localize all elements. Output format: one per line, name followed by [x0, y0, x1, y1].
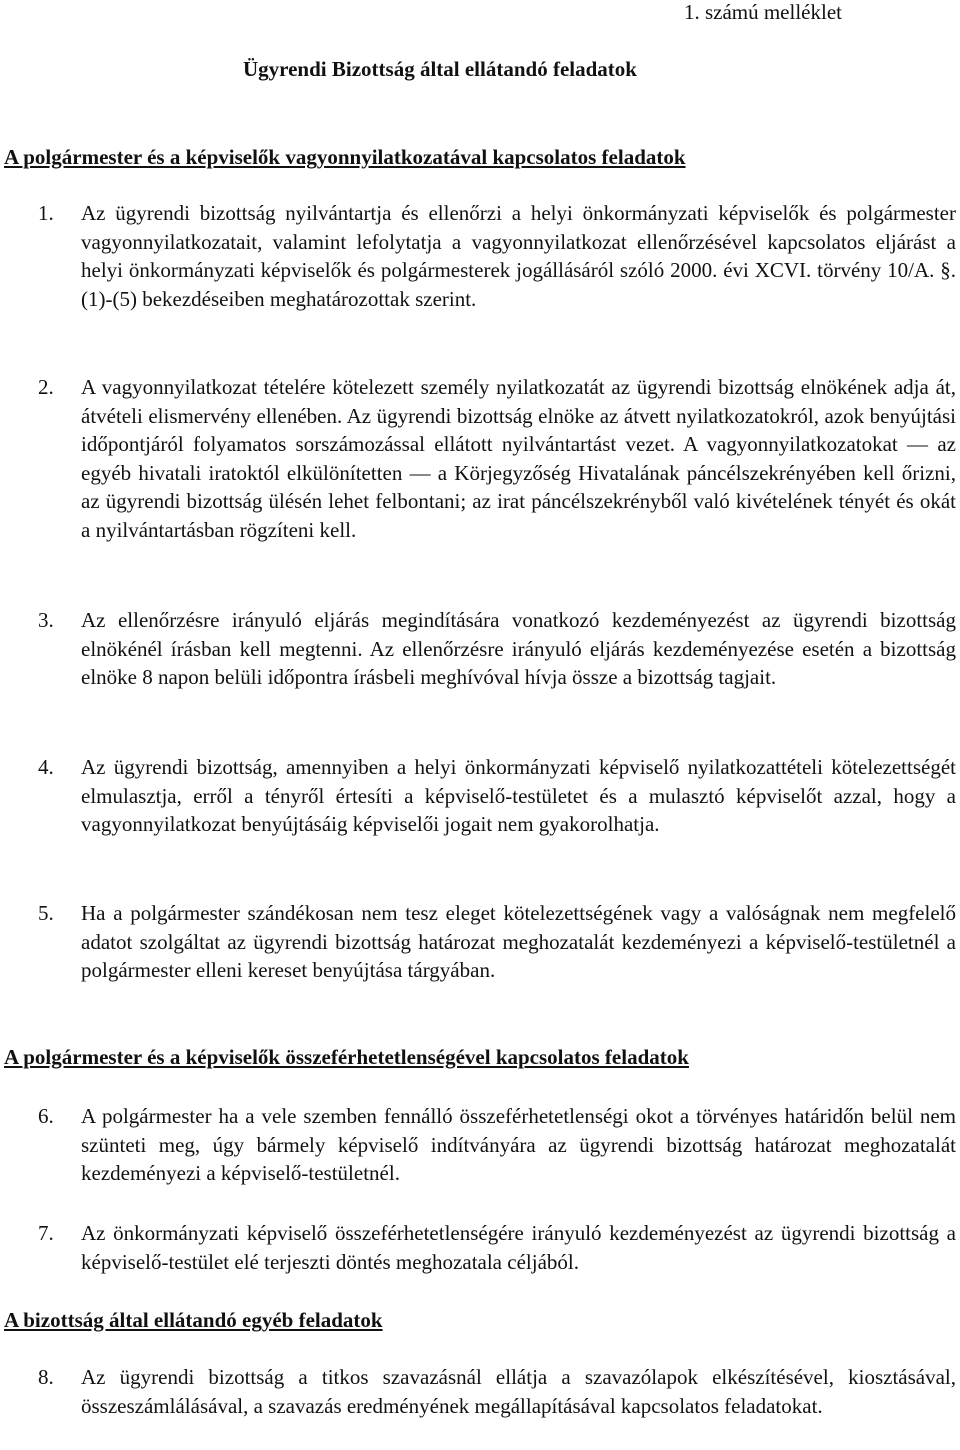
item-text: Az önkormányzati képviselő összeférhetetlenségére irányuló kezdeményezést az ügyrendi bizottság a képviselő-testület elé terjeszti döntés meghozatala céljából. — [81, 1221, 956, 1274]
item-number: 1. — [38, 201, 54, 225]
item-text: Ha a polgármester szándékosan nem tesz eleget kötelezettségének vagy a valóságnak nem megfelelő adatot szolgáltat az ügyrendi bizottság határozat meghozatalát kezdeményezi a képviselő-testületnél a polgármester elleni kereset benyújtása tárgyában. — [81, 901, 956, 982]
item-text: A polgármester ha a vele szemben fennálló összeférhetetlenségi okot a törvényes határidőn belül nem szünteti meg, úgy bármely képviselő indítványára az ügyrendi bizottság határozat meghozatalát kezdeményezi a képviselő-testületnél. — [81, 1104, 956, 1185]
annex-label: 1. számú melléklet — [683, 0, 842, 24]
item-number: 3. — [38, 608, 54, 632]
section-heading-other-tasks: A bizottság által ellátandó egyéb feladatok — [4, 1308, 383, 1332]
item-number: 5. — [38, 901, 54, 925]
section-heading-asset-declaration: A polgármester és a képviselők vagyonnyilatkozatával kapcsolatos feladatok — [4, 145, 686, 169]
document-title: Ügyrendi Bizottság által ellátandó feladatok — [243, 57, 637, 81]
item-number: 4. — [38, 755, 54, 779]
item-number: 6. — [38, 1104, 54, 1128]
item-number: 2. — [38, 375, 54, 399]
item-text: Az ügyrendi bizottság nyilvántartja és ellenőrzi a helyi önkormányzati képviselők és polgármester vagyonnyilatkozatait, valamint lefolytatja a vagyonnyilatkozat ellenőrzésével kapcsolatos eljárást a helyi önkormányzati képviselők és polgármesterek jogállásáról szóló 2000. évi XCVI. törvény 10/A. §. (1)-(5) bekezdéseiben meghatározottak szerint. — [81, 201, 956, 311]
item-text: Az ügyrendi bizottság, amennyiben a helyi önkormányzati képviselő nyilatkozattételi kötelezettségét elmulasztja, erről a tényről értesíti a képviselő-testületet és a mulasztó képviselőt azzal, hogy a vagyonnyilatkozat benyújtásáig képviselői jogait nem gyakorolhatja. — [81, 755, 956, 836]
item-number: 7. — [38, 1221, 54, 1245]
section-heading-incompatibility: A polgármester és a képviselők összeférhetetlenségével kapcsolatos feladatok — [4, 1045, 689, 1069]
item-text: Az ügyrendi bizottság a titkos szavazásnál ellátja a szavazólapok elkészítésével, kiosztásával, összeszámlálásával, a szavazás eredményének megállapításával kapcsolatos feladatokat. — [81, 1365, 956, 1418]
item-number: 8. — [38, 1365, 54, 1389]
item-text: Az ellenőrzésre irányuló eljárás megindítására vonatkozó kezdeményezést az ügyrendi bizottság elnökénél írásban kell megtenni. Az ellenőrzésre irányuló eljárás kezdeményezése esetén a bizottság elnöke 8 napon belüli időpontra írásbeli meghívóval hívja össze a bizottság tagjait. — [81, 608, 956, 689]
item-text: A vagyonnyilatkozat tételére kötelezett személy nyilatkozatát az ügyrendi bizottság elnökének adja át, átvételi elismervény ellenében. Az ügyrendi bizottság elnöke az átvett nyilatkozatokról, azok benyújtási időpontjáról folyamatos sorszámozással ellátott nyilvántartást vezet. A vagyonnyilatkozatokat — az egyéb hivatali iratoktól elkülönítetten — a Körjegyzőség Hivatalának páncélszekrényében kell őrizni, az ügyrendi bizottság ülésén lehet felbontani; az irat páncélszekrényből való kivételének tényét és okát a nyilvántartásban rögzíteni kell. — [81, 375, 956, 542]
